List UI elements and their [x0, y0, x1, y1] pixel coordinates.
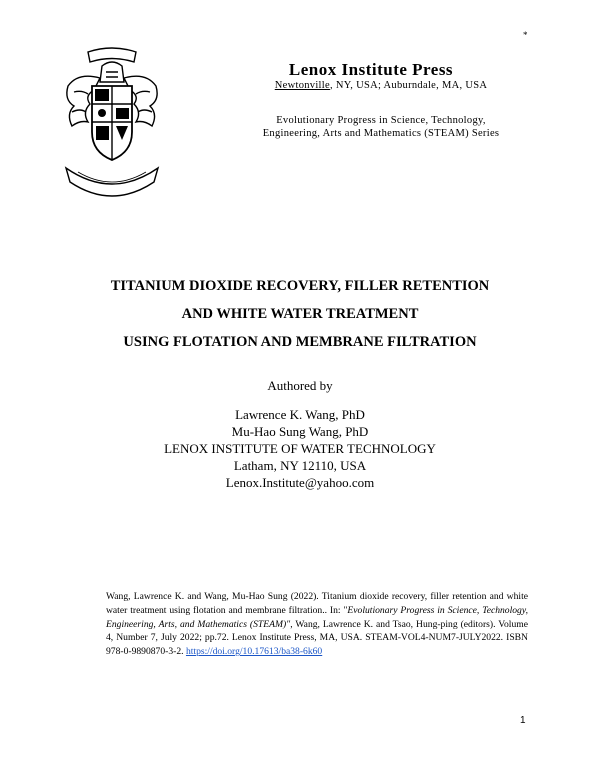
- citation-text-1: Wang, Lawrence K. and Wang, Mu-Hao Sung (2022). Titanium dioxide recovery, filler retention and white water treatment using flotation and membrane filtration.. In: ": [106, 591, 528, 616]
- location-rest: , NY, USA; Auburndale, MA, USA: [329, 80, 488, 91]
- citation-italic: Evolutionary Progress in Science, Technology, Engineering, Arts, and Mathematics (STEAM)": [106, 604, 528, 630]
- location-city: Newtonville: [274, 80, 330, 91]
- series-name: [218, 114, 544, 140]
- author-city: Latham, NY 12110, USA: [233, 458, 367, 473]
- citation-block: [106, 590, 528, 659]
- press-name: Lenox Institute Press: [288, 60, 454, 79]
- author-block: [40, 406, 560, 491]
- institute-crest-logo: [58, 42, 166, 200]
- doi-link[interactable]: https://doi.org/10.17613/ba38-6k60: [185, 646, 323, 658]
- authored-by-label: Authored by: [267, 378, 333, 393]
- title-line-3: USING FLOTATION AND MEMBRANE FILTRATION: [123, 334, 477, 350]
- title-line-1: TITANIUM DIOXIDE RECOVERY, FILLER RETENTION: [110, 278, 490, 294]
- press-location: [236, 80, 526, 91]
- series-line-1: Evolutionary Progress in Science, Technology,: [276, 115, 486, 126]
- author-2: Mu-Hao Sung Wang, PhD: [231, 424, 369, 439]
- author-1: Lawrence K. Wang, PhD: [235, 407, 365, 422]
- citation-text-2: , Wang, Lawrence K. and Tsao, Hung-ping (editors). Volume 4, Number 7, July 2022; pp.72. Lenox Institute Press, MA, USA. STEAM-VOL4-NUM7-JULY2022. ISBN 978-0-9890870-3-2.: [106, 618, 528, 658]
- page-number: 1: [520, 715, 526, 726]
- series-line-2: Engineering, Arts and Mathematics (STEAM) Series: [262, 128, 500, 139]
- title-line-2: AND WHITE WATER TREATMENT: [181, 306, 419, 322]
- author-institution: LENOX INSTITUTE OF WATER TECHNOLOGY: [164, 441, 436, 456]
- corner-mark: *: [523, 30, 528, 40]
- author-email: Lenox.Institute@yahoo.com: [225, 475, 375, 490]
- document-title: [40, 272, 560, 356]
